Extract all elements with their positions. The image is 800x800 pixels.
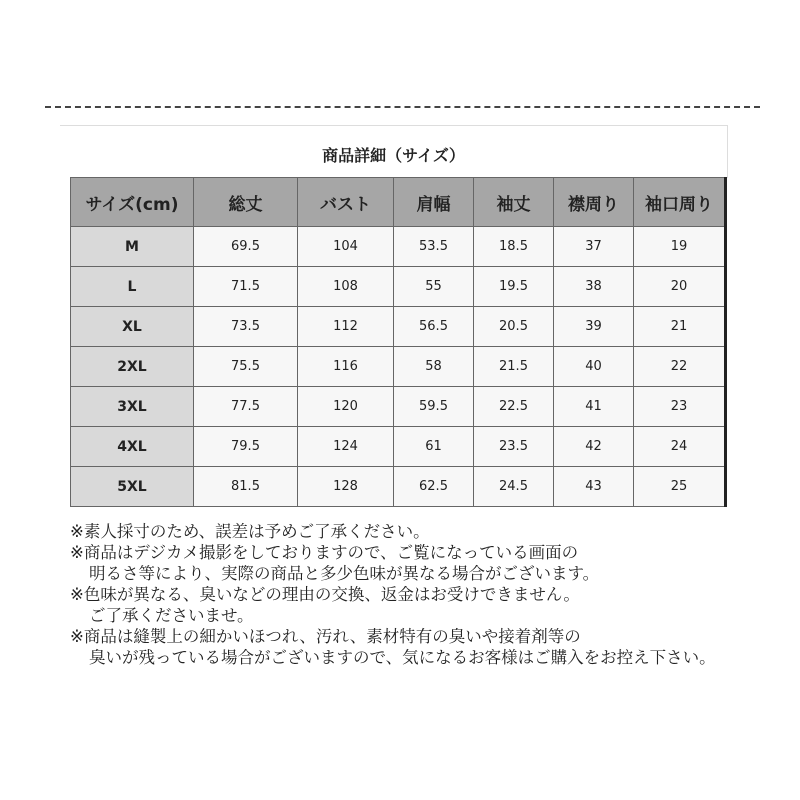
- measurement-cell: 104: [298, 227, 394, 267]
- measurement-cell: 21.5: [474, 347, 554, 387]
- size-label: 4XL: [71, 427, 194, 467]
- measurement-cell: 61: [394, 427, 474, 467]
- measurement-cell: 24: [634, 427, 726, 467]
- measurement-cell: 37: [554, 227, 634, 267]
- measurement-cell: 42: [554, 427, 634, 467]
- table-row: [71, 387, 726, 427]
- table-row: [71, 427, 726, 467]
- measurement-cell: 22: [634, 347, 726, 387]
- measurement-cell: 24.5: [474, 467, 554, 507]
- measurement-cell: 53.5: [394, 227, 474, 267]
- measurement-cell: 20: [634, 267, 726, 307]
- column-header: サイズ(cm): [71, 178, 194, 227]
- table-row: [71, 467, 726, 507]
- note-line: ※商品は縫製上の細かいほつれ、汚れ、素材特有の臭いや接着剤等の: [70, 627, 581, 646]
- measurement-cell: 59.5: [394, 387, 474, 427]
- measurement-cell: 69.5: [194, 227, 298, 267]
- measurement-cell: 38: [554, 267, 634, 307]
- size-label: M: [71, 227, 194, 267]
- column-header: 袖丈: [474, 178, 554, 227]
- note-line: 臭いが残っている場合がございますので、気になるお客様はご購入をお控え下さい。: [89, 648, 716, 667]
- measurement-cell: 77.5: [194, 387, 298, 427]
- size-label: 5XL: [71, 467, 194, 507]
- measurement-cell: 81.5: [194, 467, 298, 507]
- column-header: 襟周り: [554, 178, 634, 227]
- column-header: バスト: [298, 178, 394, 227]
- note-line: 明るさ等により、実際の商品と多少色味が異なる場合がございます。: [89, 564, 600, 583]
- measurement-cell: 55: [394, 267, 474, 307]
- measurement-cell: 58: [394, 347, 474, 387]
- measurement-cell: 71.5: [194, 267, 298, 307]
- column-header: 総丈: [194, 178, 298, 227]
- size-label: 2XL: [71, 347, 194, 387]
- size-label: XL: [71, 307, 194, 347]
- measurement-cell: 73.5: [194, 307, 298, 347]
- measurement-cell: 120: [298, 387, 394, 427]
- column-header: 肩幅: [394, 178, 474, 227]
- measurement-cell: 56.5: [394, 307, 474, 347]
- table-header-row: [71, 178, 726, 227]
- measurement-cell: 40: [554, 347, 634, 387]
- measurement-cell: 62.5: [394, 467, 474, 507]
- note-line: ※素人採寸のため、誤差は予めご了承ください。: [70, 522, 430, 541]
- measurement-cell: 75.5: [194, 347, 298, 387]
- note-line: ※色味が異なる、臭いなどの理由の交換、返金はお受けできません。: [70, 585, 580, 604]
- measurement-cell: 22.5: [474, 387, 554, 427]
- measurement-cell: 19.5: [474, 267, 554, 307]
- size-table: [70, 177, 727, 507]
- table-row: [71, 227, 726, 267]
- measurement-cell: 25: [634, 467, 726, 507]
- page-title: 商品詳細（サイズ）: [322, 146, 465, 165]
- notes: [70, 521, 716, 668]
- measurement-cell: 20.5: [474, 307, 554, 347]
- measurement-cell: 79.5: [194, 427, 298, 467]
- measurement-cell: 124: [298, 427, 394, 467]
- measurement-cell: 41: [554, 387, 634, 427]
- measurement-cell: 39: [554, 307, 634, 347]
- measurement-cell: 43: [554, 467, 634, 507]
- measurement-cell: 21: [634, 307, 726, 347]
- size-label: L: [71, 267, 194, 307]
- measurement-cell: 128: [298, 467, 394, 507]
- measurement-cell: 23: [634, 387, 726, 427]
- table-row: [71, 347, 726, 387]
- measurement-cell: 108: [298, 267, 394, 307]
- measurement-cell: 19: [634, 227, 726, 267]
- dashed-divider: [45, 106, 760, 108]
- column-header: 袖口周り: [634, 178, 726, 227]
- measurement-cell: 18.5: [474, 227, 554, 267]
- measurement-cell: 116: [298, 347, 394, 387]
- measurement-cell: 112: [298, 307, 394, 347]
- measurement-cell: 23.5: [474, 427, 554, 467]
- note-line: ご了承くださいませ。: [89, 606, 254, 625]
- note-line: ※商品はデジカメ撮影をしておりますので、ご覧になっている画面の: [70, 543, 579, 562]
- table-row: [71, 307, 726, 347]
- table-row: [71, 267, 726, 307]
- size-label: 3XL: [71, 387, 194, 427]
